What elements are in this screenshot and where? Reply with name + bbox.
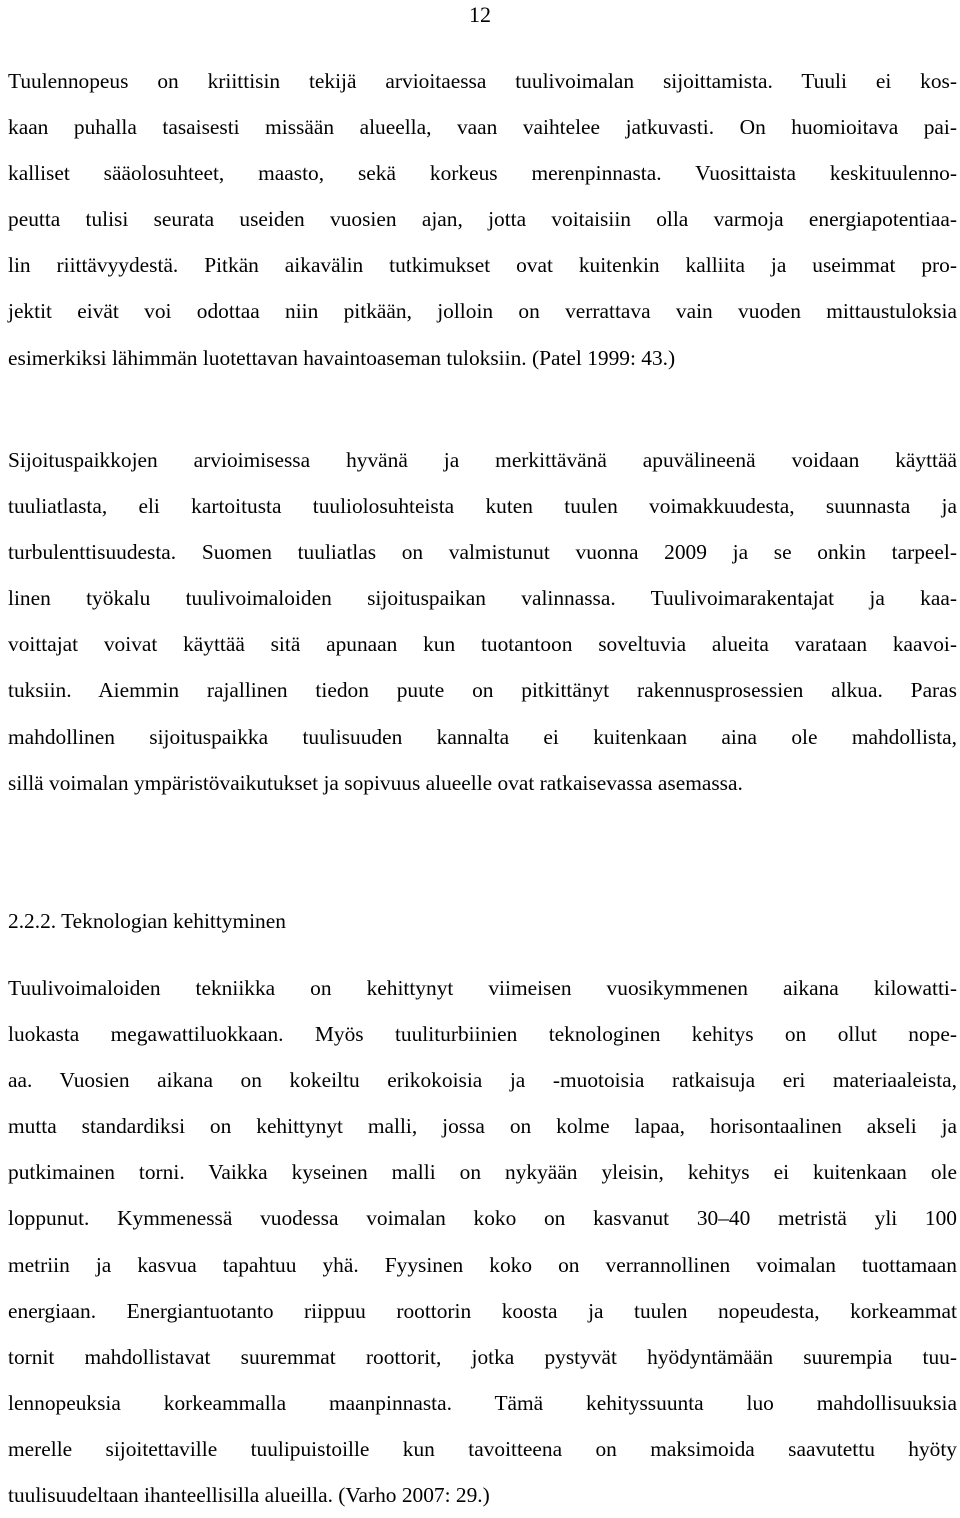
- text-line: lennopeuksia korkeammalla maanpinnasta. Tämä kehityssuunta luo mahdollisuuksia: [8, 1390, 957, 1415]
- text-line: kalliset sääolosuhteet, maasto, sekä korkeus merenpinnasta. Vuosittaista keskituulenno-: [8, 161, 957, 186]
- text-line: energiaan. Energiantuotanto riippuu roottorin koosta ja tuulen nopeudesta, korkeammat: [8, 1298, 957, 1323]
- paragraph-technology: [8, 965, 957, 1518]
- text-line: putkimainen torni. Vaikka kyseinen malli on nykyään yleisin, kehitys ei kuitenkaan ole: [8, 1160, 957, 1185]
- text-line: luokasta megawattiluokkaan. Myös tuuliturbiinien teknologinen kehitys on ollut nope-: [8, 1022, 957, 1047]
- text-line: aa. Vuosien aikana on kokeiltu erikokoisia ja -muotoisia ratkaisuja eri materiaaleista,: [8, 1068, 957, 1093]
- section-heading: 2.2.2. Teknologian kehittyminen: [8, 909, 286, 933]
- text-line: tuuliatlasta, eli kartoitusta tuuliolosuhteista kuten tuulen voimakkuudesta, suunnasta ja: [8, 494, 957, 519]
- paragraph-wind-speed: [8, 58, 957, 381]
- text-line: mutta standardiksi on kehittynyt malli, jossa on kolme lapaa, horisontaalinen akseli ja: [8, 1114, 957, 1139]
- text-line: peutta tulisi seurata useiden vuosien ajan, jotta voitaisiin olla varmoja energiapotentiaa-: [8, 207, 957, 232]
- text-line: merelle sijoitettaville tuulipuistoille kun tavoitteena on maksimoida saavutettu hyöty: [8, 1436, 957, 1461]
- text-line: tuksiin. Aiemmin rajallinen tiedon puute on pitkittänyt rakennusprosessien alkua. Paras: [8, 678, 957, 703]
- text-line: Tuulennopeus on kriittisin tekijä arvioitaessa tuulivoimalan sijoittamista. Tuuli ei kos-: [8, 69, 957, 93]
- text-line: Tuulivoimaloiden tekniikka on kehittynyt viimeisen vuosikymmenen aikana kilowatti-: [8, 976, 957, 1000]
- text-line: kaan puhalla tasaisesti missään alueella, vaan vaihtelee jatkuvasti. On huomioitava pai-: [8, 115, 957, 140]
- text-line: sillä voimalan ympäristövaikutukset ja sopivuus alueelle ovat ratkaisevassa asemassa.: [8, 770, 743, 795]
- text-line: loppunut. Kymmenessä vuodessa voimalan koko on kasvanut 30–40 metristä yli 100: [8, 1206, 957, 1231]
- text-line: metriin ja kasvua tapahtuu yhä. Fyysinen koko on verrannollinen voimalan tuottamaan: [8, 1252, 957, 1277]
- text-line: lin riittävyydestä. Pitkän aikavälin tutkimukset ovat kuitenkin kalliita ja useimmat pro-: [8, 253, 957, 278]
- text-line: Sijoituspaikkojen arvioimisessa hyvänä ja merkittävänä apuvälineenä voidaan käyttää: [8, 448, 957, 472]
- text-line: tornit mahdollistavat suuremmat roottorit, jotka pystyvät hyödyntämään suurempia tuu-: [8, 1344, 957, 1369]
- paragraph-wind-atlas: [8, 437, 957, 806]
- text-line: jektit eivät voi odottaa niin pitkään, jolloin on verrattava vain vuoden mittaustuloksia: [8, 299, 957, 324]
- text-line: mahdollinen sijoituspaikka tuulisuuden kannalta ei kuitenkaan aina ole mahdollista,: [8, 724, 957, 749]
- text-line: esimerkiksi lähimmän luotettavan havaintoaseman tuloksiin. (Patel 1999: 43.): [8, 345, 676, 370]
- text-line: tuulisuudeltaan ihanteellisilla alueilla. (Varho 2007: 29.): [8, 1483, 490, 1508]
- text-line: voittajat voivat käyttää sitä apunaan kun tuotantoon soveltuvia alueita varataan kaavoi-: [8, 632, 957, 657]
- text-line: turbulenttisuudesta. Suomen tuuliatlas on valmistunut vuonna 2009 ja se onkin tarpeel-: [8, 540, 957, 565]
- text-line: linen työkalu tuulivoimaloiden sijoituspaikan valinnassa. Tuulivoimarakentajat ja kaa-: [8, 586, 957, 611]
- page-number: 12: [469, 2, 491, 27]
